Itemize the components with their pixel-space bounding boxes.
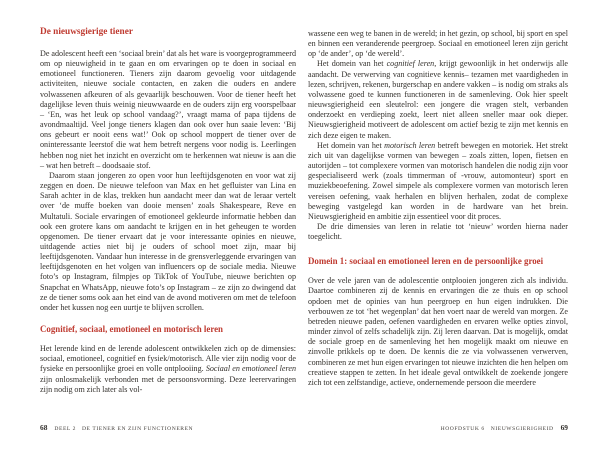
footer-part-label: DEEL 2: [54, 426, 76, 432]
body-paragraph: Daarom staan jongeren zo open voor hun leeftijdsgenoten en voor wat zij zeggen en doen. De nieuwe telefoon van Max en het gefluister van Lina en Sarah achter in de klas, trekken hun aandacht meer dan wat de leraar vertelt over ‘de muffe boeken van dooie mensen’ zoals Shakespeare, Reve en Multatuli. Sociale ervaringen of emotioneel gekleurde informatie hebben dan ook een grotere kans om aandacht te krijgen en in het geheugen te worden opgenomen. De tiener ervaart dat je voor interessante opinies en nieuwe, uitdagende acties niet bij je ouders of school moet zijn, maar bij leeftijdsgenoten. Vandaar hun interesse in de grensverleggende ervaringen van leeftijdsgenoten en het volgen van influencers op de sociale media. Nieuwe foto’s op Instagram, filmpjes op TikTok of YouTube, nieuwe berichten op Snapchat en WhatsApp, nieuwe foto’s op Instagram – ze zijn zo dwingend dat ze de tiener soms ook aan het eind van de avond motiveren om met de telefoon onder het kussen nog een uurtje te blijven scrollen.: [40, 170, 296, 312]
body-paragraph: De drie dimensies van leren in relatie tot ‘nieuw’ worden hierna nader toegelicht.: [308, 221, 568, 242]
right-page-footer: [308, 423, 568, 432]
left-page-footer: [40, 423, 296, 432]
section-heading-nieuwsgierige-tiener: De nieuwsgierige tiener: [40, 27, 133, 37]
body-paragraph: wassene een weg te banen in de wereld; in het gezin, op school, bij sport en spel en binnen een veranderende peergroep. Sociaal en emotioneel leren zijn gericht op ‘de ander’, op ‘de wereld’.: [308, 29, 568, 59]
page-number-right: 69: [560, 423, 568, 432]
body-paragraph: Het lerende kind en de lerende adolescent ontwikkelen zich op de dimensies: sociaal, emotioneel, cognitief en fysiek/motorisch. Alle vier zijn nodig voor de fysieke en persoonlijke groei en volle ontplooiing. Sociaal en emotioneel leren zijn onlosmakelijk verbonden met de persoonsvorming. Deze leerervaringen zijn nodig om zich later als vol-: [40, 344, 296, 394]
body-paragraph: De adolescent heeft een ‘sociaal brein’ dat als het ware is voorgeprogrammeerd om op nieuwigheid in te gaan en om ervaringen op te doen in sociaal en emotioneel functioneren. Tieners zijn daarom gevoelig voor uitdagende activiteiten, nieuwe sociale contacten, en zaken die ouders en andere volwassenen afkeuren of als gevaarlijk beschouwen. Voor de tiener heeft het dagelijkse leven thuis weinig nieuwwaarde en de ouders zijn erg voorspelbaar – ‘En, was het leuk op school vandaag?’, vraagt mama of papa tijdens de avondmaaltijd. Veel jonge tieners klagen dan ook over hun saaie leven: ‘Bij ons gebeurt er nooit eens wat!’ Ook op school moppert de tiener over de oninteressante leerstof die wat hem betreft nergens voor nodig is. Leerlingen hebben nog niet het inzicht en overzicht om te herkennen wat nieuw is aan die – wat hen betreft – doodsaaie stof.: [40, 49, 296, 170]
page-number-left: 68: [40, 423, 48, 432]
body-paragraph: Het domein van het motorisch leren betreft bewegen en motoriek. Het strekt zich uit van dagelijkse vormen van bewegen – zoals zitten, lopen, fietsen en autorijden – tot complexere vormen van motorisch handelen die nodig zijn voor gespecialiseerd werk (zoals timmerman of -vrouw, automonteur) sport en muziekbeoefening. Zowel simpele als complexere vormen van motorisch leren vereisen oefening, vaak herhalen en blijven herhalen, zodat de complexe beweging vastgelegd kan worden in de hardware van het brein. Nieuwsgierigheid en ambitie zijn essentieel voor dit proces.: [308, 140, 568, 221]
body-paragraph: Het domein van het cognitief leren, krijgt gewoonlijk in het onderwijs alle aandacht. De verwerving van cognitieve kennis– tezamen met vaardigheden in lezen, schrijven, rekenen, burgerschap en andere vakken – is nodig om straks als volwassene goed te kunnen functioneren in de samenleving. Ook hier speelt nieuwsgierigheid een sleutelrol: een jongere die vragen stelt, verbanden onderzoekt en verdieping zoekt, leert niet alleen sneller maar ook dieper. Nieuwsgierigheid motiveert de adolescent om actief bezig te zijn met kennis en zich deze eigen te maken.: [308, 59, 568, 140]
body-paragraph: Over de vele jaren van de adolescentie ontplooien jongeren zich als individu. Daartoe combineren zij de kennis en ervaringen die ze thuis en op school opdoen met de opinies van hun peergroep en hun eigen indrukken. Die verbouwen ze tot ‘het wegenplan’ dat hen voert naar de wereld van morgen. Ze betreden nieuwe paden, oefenen vaardigheden en ervaren welke opties zinvol, minder zinvol of zelfs schadelijk zijn. Zij leren daarvan. Dat is mogelijk, omdat de sociale groep en de samenleving het hen mogelijk maakt om nieuwe en zinvolle prikkels op te doen. De kennis die ze via volwassenen verwerven, combineren ze met hun eigen ervaringen tot nieuwe inzichten die hen helpen om creatieve stappen te zetten. In het ideale geval ontwikkelt de zoekende jongere zich tot een zelfstandige, actieve, ondernemende persoon die meerdere: [308, 276, 568, 387]
footer-chapter-title: NIEUWSGIERIGHEID: [490, 426, 554, 432]
footer-part-title: DE TIENER EN ZIJN FUNCTIONEREN: [81, 426, 194, 432]
page-left: [40, 27, 296, 395]
footer-chapter-label: HOOFDSTUK 6: [440, 426, 485, 432]
page-right: [308, 29, 568, 388]
section-heading-cognitief-leren: Cognitief, sociaal, emotioneel en motorisch leren: [40, 324, 223, 335]
section-heading-domein-1: Domein 1: sociaal en emotioneel leren en de persoonlijke groei: [308, 256, 544, 267]
